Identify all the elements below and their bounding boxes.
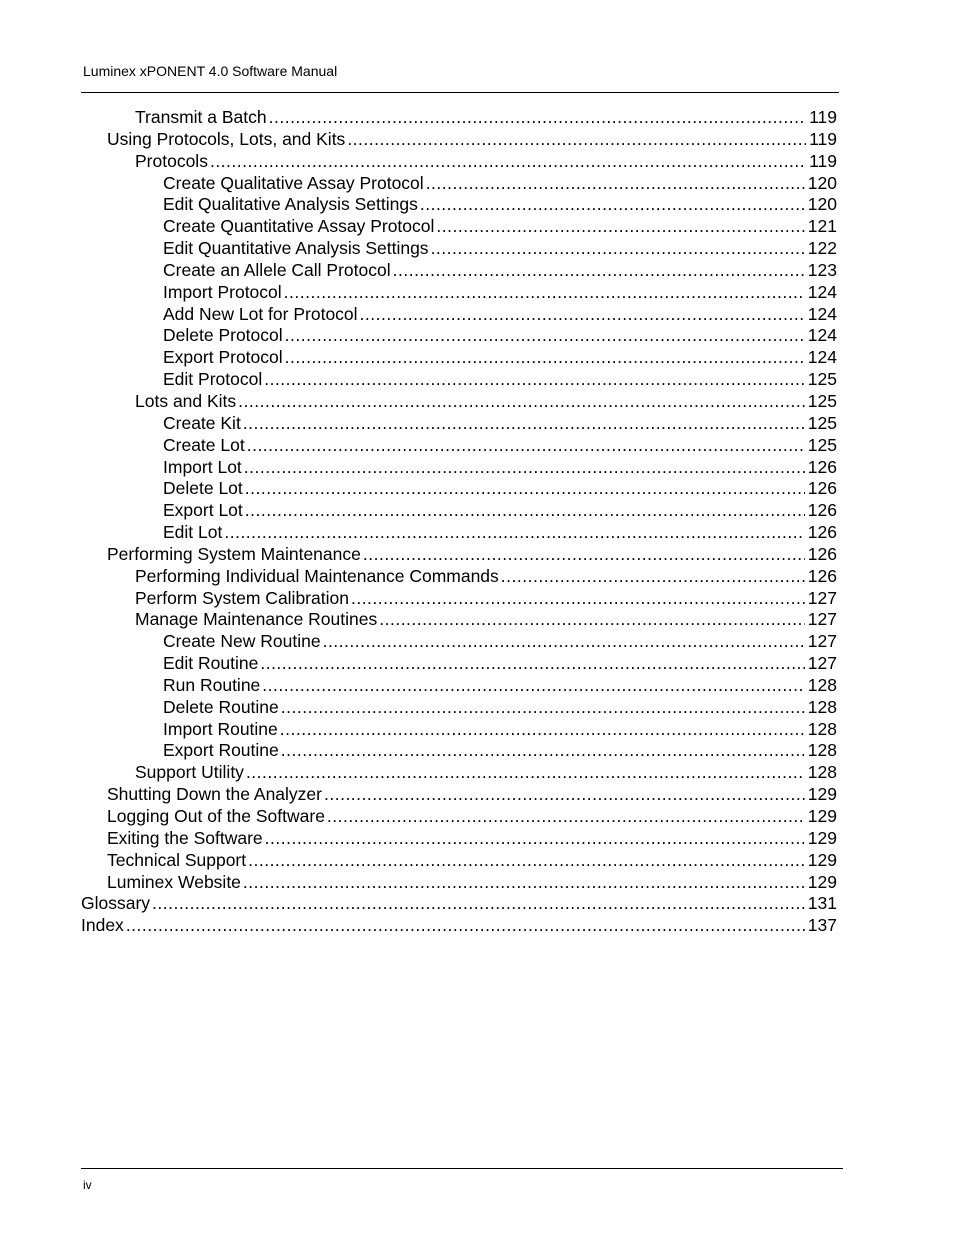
toc-entry-title: Shutting Down the Analyzer <box>107 784 322 805</box>
toc-entry-page-number: 129 <box>807 849 837 870</box>
toc-entry[interactable] <box>81 325 837 347</box>
toc-entry[interactable] <box>81 238 837 260</box>
toc-entry[interactable] <box>81 260 837 282</box>
toc-entry-page-number: 124 <box>807 325 837 346</box>
toc-entry-page-number: 125 <box>807 434 837 455</box>
toc-entry[interactable] <box>81 762 837 784</box>
toc-entry-title: Import Protocol <box>163 281 282 302</box>
toc-entry-page-number: 129 <box>807 784 837 805</box>
toc-entry-page-number: 121 <box>807 216 837 237</box>
toc-dot-leader <box>243 872 805 894</box>
toc-entry[interactable] <box>81 893 837 915</box>
toc-entry[interactable] <box>81 566 837 588</box>
toc-dot-leader <box>269 107 806 129</box>
toc-entry-title: Protocols <box>135 150 208 171</box>
toc-entry[interactable] <box>81 457 837 479</box>
toc-entry-title: Lots and Kits <box>135 390 237 411</box>
toc-entry-page-number: 137 <box>807 915 837 936</box>
toc-entry-title: Import Lot <box>163 456 242 477</box>
toc-entry-title: Create Qualitative Assay Protocol <box>163 172 424 193</box>
toc-entry[interactable] <box>81 653 837 675</box>
toc-dot-leader <box>247 435 805 457</box>
footer-rule <box>81 1168 843 1169</box>
toc-entry-title: Exiting the Software <box>107 827 263 848</box>
toc-entry-page-number: 124 <box>807 347 837 368</box>
toc-dot-leader <box>281 697 805 719</box>
toc-dot-leader <box>426 173 805 195</box>
toc-entry-page-number: 122 <box>807 238 837 259</box>
footer-page-number: iv <box>83 1178 92 1192</box>
toc-entry[interactable] <box>81 107 837 129</box>
toc-dot-leader <box>347 129 806 151</box>
toc-entry-title: Delete Routine <box>163 696 279 717</box>
toc-entry-page-number: 126 <box>807 500 837 521</box>
toc-entry-title: Edit Protocol <box>163 369 263 390</box>
toc-dot-leader <box>285 347 805 369</box>
toc-entry-page-number: 126 <box>807 565 837 586</box>
toc-dot-leader <box>351 588 805 610</box>
toc-entry[interactable] <box>81 850 837 872</box>
toc-dot-leader <box>327 806 805 828</box>
toc-entry-page-number: 129 <box>807 871 837 892</box>
toc-entry[interactable] <box>81 216 837 238</box>
toc-dot-leader <box>245 500 805 522</box>
toc-entry-title: Luminex Website <box>107 871 241 892</box>
toc-dot-leader <box>245 478 805 500</box>
toc-dot-leader <box>248 850 805 872</box>
header-rule <box>81 92 839 93</box>
running-header-title: Luminex xPONENT 4.0 Software Manual <box>83 63 338 79</box>
toc-entry-page-number: 123 <box>807 259 837 280</box>
toc-entry-page-number: 129 <box>807 827 837 848</box>
toc-entry[interactable] <box>81 522 837 544</box>
toc-entry-page-number: 127 <box>807 653 837 674</box>
toc-entry-title: Create Kit <box>163 412 241 433</box>
toc-entry[interactable] <box>81 544 837 566</box>
toc-entry[interactable] <box>81 369 837 391</box>
toc-dot-leader <box>260 653 804 675</box>
toc-dot-leader <box>379 609 805 631</box>
toc-entry-page-number: 119 <box>809 128 837 149</box>
toc-entry-page-number: 129 <box>807 806 837 826</box>
toc-entry-page-number: 120 <box>807 172 837 193</box>
toc-entry[interactable] <box>81 391 837 413</box>
toc-entry-title: Index <box>81 915 124 936</box>
toc-entry-page-number: 126 <box>807 478 837 499</box>
toc-entry[interactable] <box>81 435 837 457</box>
toc-entry-title: Edit Quantitative Analysis Settings <box>163 238 429 259</box>
toc-entry-page-number: 126 <box>807 522 837 543</box>
toc-dot-leader <box>238 391 805 413</box>
toc-entry[interactable] <box>81 719 837 741</box>
toc-entry[interactable] <box>81 806 837 828</box>
toc-entry[interactable] <box>81 129 837 151</box>
toc-entry-page-number: 128 <box>807 718 837 739</box>
toc-dot-leader <box>152 893 805 915</box>
toc-entry[interactable] <box>81 675 837 697</box>
toc-entry-title: Create an Allele Call Protocol <box>163 259 391 280</box>
toc-entry-title: Logging Out of the Software <box>107 806 325 826</box>
toc-dot-leader <box>501 566 805 588</box>
toc-entry-title: Technical Support <box>107 849 247 870</box>
toc-entry-title: Manage Maintenance Routines <box>135 609 378 630</box>
toc-entry-page-number: 120 <box>807 194 837 215</box>
toc-dot-leader <box>210 151 806 173</box>
toc-entry-title: Create New Routine <box>163 631 321 652</box>
toc-dot-leader <box>280 719 805 741</box>
toc-dot-leader <box>126 915 805 937</box>
toc-dot-leader <box>262 675 805 697</box>
toc-entry[interactable] <box>81 609 837 631</box>
toc-entry-page-number: 128 <box>807 740 837 761</box>
toc-dot-leader <box>265 828 805 850</box>
toc-entry-page-number: 126 <box>807 543 837 564</box>
toc-entry[interactable] <box>81 697 837 719</box>
toc-dot-leader <box>393 260 805 282</box>
toc-entry-title: Edit Qualitative Analysis Settings <box>163 194 418 215</box>
toc-entry[interactable] <box>81 282 837 304</box>
toc-entry-title: Export Lot <box>163 500 243 521</box>
toc-dot-leader <box>431 238 805 260</box>
toc-entry-page-number: 124 <box>807 281 837 302</box>
toc-entry-page-number: 125 <box>807 369 837 390</box>
toc-dot-leader <box>285 325 805 347</box>
toc-entry-title: Edit Routine <box>163 653 259 674</box>
toc-entry-page-number: 131 <box>807 893 837 914</box>
toc-entry-page-number: 125 <box>807 390 837 411</box>
toc-entry[interactable] <box>81 194 837 216</box>
toc-dot-leader <box>420 194 805 216</box>
toc-entry[interactable] <box>81 740 837 762</box>
toc-entry-title: Transmit a Batch <box>135 107 267 127</box>
toc-dot-leader <box>363 544 805 566</box>
toc-entry-page-number: 127 <box>807 587 837 608</box>
toc-entry[interactable] <box>81 915 837 937</box>
toc-entry[interactable] <box>81 631 837 653</box>
toc-entry-page-number: 119 <box>809 150 837 171</box>
toc-entry-page-number: 128 <box>807 696 837 717</box>
toc-entry-title: Support Utility <box>135 762 244 783</box>
toc-entry[interactable] <box>81 478 837 500</box>
toc-entry-page-number: 124 <box>807 303 837 324</box>
toc-dot-leader <box>244 457 805 479</box>
toc-entry-title: Export Routine <box>163 740 279 761</box>
toc-entry-page-number: 126 <box>807 456 837 477</box>
toc-entry-page-number: 127 <box>807 609 837 630</box>
toc-dot-leader <box>324 784 805 806</box>
toc-entry-page-number: 128 <box>807 762 837 783</box>
toc-entry[interactable] <box>81 304 837 326</box>
toc-entry-title: Create Quantitative Assay Protocol <box>163 216 435 237</box>
toc-entry-title: Add New Lot for Protocol <box>163 303 358 324</box>
toc-entry-page-number: 128 <box>807 674 837 695</box>
toc-dot-leader <box>264 369 805 391</box>
toc-entry-title: Delete Protocol <box>163 325 283 346</box>
toc-entry[interactable] <box>81 413 837 435</box>
toc-entry-title: Performing System Maintenance <box>107 543 361 564</box>
table-of-contents <box>81 107 837 937</box>
toc-entry-title: Export Protocol <box>163 347 283 368</box>
toc-entry-title: Using Protocols, Lots, and Kits <box>107 128 346 149</box>
toc-dot-leader <box>281 740 805 762</box>
toc-entry-title: Run Routine <box>163 674 261 695</box>
toc-entry-title: Create Lot <box>163 434 245 455</box>
toc-entry[interactable] <box>81 784 837 806</box>
toc-entry[interactable] <box>81 173 837 195</box>
toc-entry-page-number: 125 <box>807 412 837 433</box>
toc-entry-title: Perform System Calibration <box>135 587 349 608</box>
toc-dot-leader <box>436 216 804 238</box>
toc-entry-title: Edit Lot <box>163 522 223 543</box>
toc-dot-leader <box>323 631 805 653</box>
toc-dot-leader <box>360 304 805 326</box>
toc-entry-page-number: 119 <box>809 107 837 127</box>
toc-dot-leader <box>243 413 805 435</box>
toc-entry-title: Import Routine <box>163 718 278 739</box>
toc-entry[interactable] <box>81 347 837 369</box>
toc-entry-title: Delete Lot <box>163 478 243 499</box>
toc-entry[interactable] <box>81 828 837 850</box>
toc-entry[interactable] <box>81 151 837 173</box>
toc-dot-leader <box>246 762 805 784</box>
toc-dot-leader <box>284 282 805 304</box>
toc-dot-leader <box>224 522 804 544</box>
toc-entry[interactable] <box>81 872 837 894</box>
toc-entry[interactable] <box>81 500 837 522</box>
toc-entry-title: Performing Individual Maintenance Commands <box>135 565 499 586</box>
toc-entry[interactable] <box>81 588 837 610</box>
toc-entry-page-number: 127 <box>807 631 837 652</box>
toc-entry-title: Glossary <box>81 893 151 914</box>
